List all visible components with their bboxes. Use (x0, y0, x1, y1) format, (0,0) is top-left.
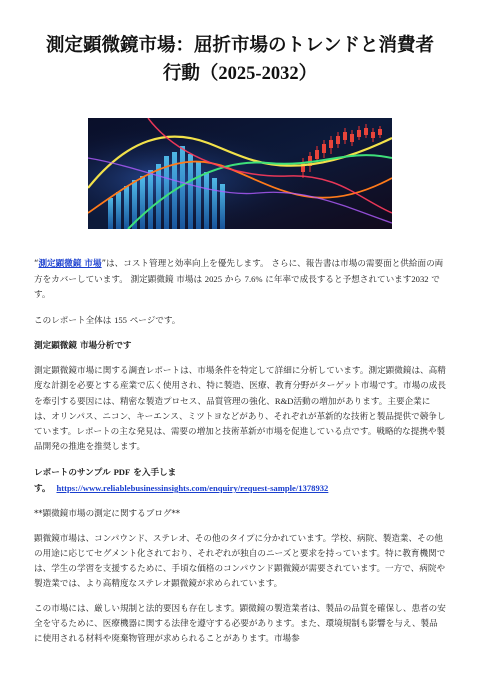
sample-url-link[interactable]: https://www.reliablebusinessinsights.com/enquiry/request-sample/1378932 (56, 483, 329, 493)
title-line-1: 測定顕微鏡市場：屈折市場のトレンドと消費者 (45, 35, 435, 56)
blog-line: **顕微鏡市場の測定に関するブログ** (34, 509, 181, 519)
hero-image (88, 118, 392, 229)
segment-paragraph: 顕微鏡市場は、コンパウンド、ステレオ、その他のタイプに分かれています。学校、病院、製造業、その他の用途に応じてセグメント化されており、それぞれが独自のニーズと要求を持っています。特に教育機関では、学生の学習を支援するために、手頃な価格のコンパウンド顕微鏡が需要されています。一方で、病院や製造業では、より高精度なステレオ顕微鏡が求められています。 (34, 534, 446, 589)
sample-request: レポートのサンプル PDF を入手しま す。 https://www.reliablebusinessinsights.com/enquiry/request-sample/1378932 (34, 467, 329, 494)
title-line-2: 行動（2025-2032） (162, 63, 318, 84)
regulation-paragraph: この市場には、厳しい規制と法的要因も存在します。顕微鏡の製造業者は、製品の品質を確保し、患者の安全を守るために、医療機器に関する法律を遵守する必要があります。また、環境規制も影響を与え、製品に使用される材料や廃棄物管理が求められることがあります。市場参 (34, 604, 446, 644)
analysis-paragraph: 測定顕微鏡市場に関する調査レポートは、市場条件を特定して詳細に分析しています。測定顕微鏡は、高精度な計測を必要とする産業で広く使用され、特に製造、医療、教育分野がターゲット市場です。市場の成長を牽引する要因には、精密な製造プロセス、品質管理の強化、R&D活動の増加があります。主要企業には、オリンパス、ニコン、キーエンス、ミツトヨなどがあり、それぞれが革新的な技術と製品提供で競争しています。レポートの主な発見は、需要の増加と技術革新が市場を促進している点です。戦略的な提携や製品開発の推進を推奨します。 (34, 366, 446, 452)
intro-paragraph: “測定顕微鏡 市場”は、コスト管理と効率向上を優先します。 さらに、報告書は市場の需要面と供給面の両方をカバーしています。 測定顕微鏡 市場は 2025 から 7.6% に年率で成長すると予想されています2032 です。 (34, 259, 444, 300)
keyword-link[interactable]: 測定顕微鏡 市場 (38, 259, 102, 269)
document-body (34, 257, 446, 657)
page-title (24, 32, 456, 88)
title-years: 2025-2032 (218, 64, 299, 84)
analysis-heading: 測定顕微鏡 市場分析です (34, 341, 132, 351)
page-count-line: このレポート全体は 155 ページです。 (34, 315, 181, 326)
